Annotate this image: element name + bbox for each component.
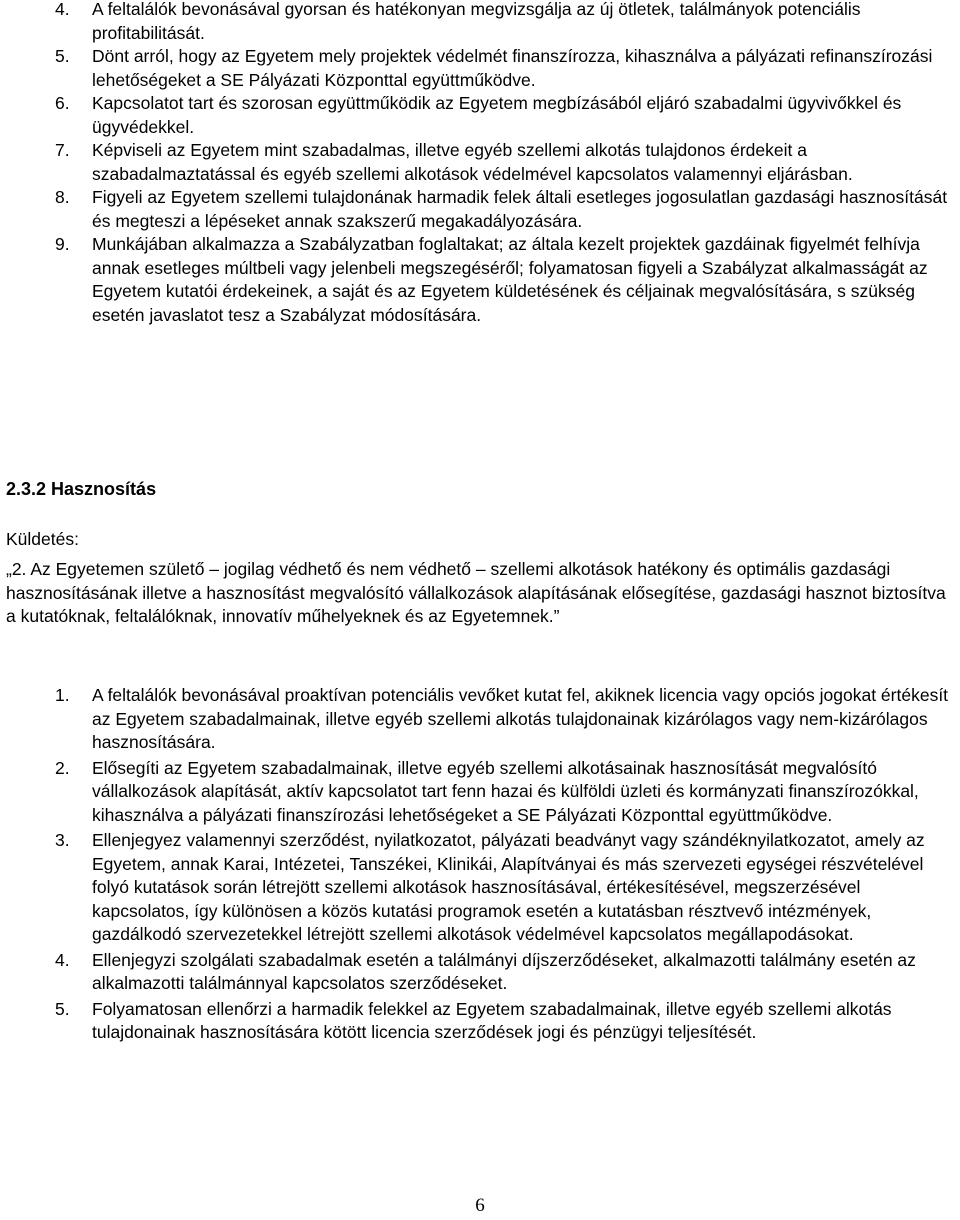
list-item: [0, 139, 960, 186]
responsibilities-list-continued: [0, 0, 960, 327]
list-item-text: Ellenjegyzi szolgálati szabadalmak esetén a találmányi díjszerződéseket, alkalmazotti találmány esetén az alkalmazotti találmánnyal kapcsolatos szerződéseket.: [92, 949, 916, 993]
list-item-number: 1.: [55, 685, 70, 705]
list-item: [0, 92, 960, 139]
list-item-number: 5.: [55, 46, 70, 66]
list-item-number: 3.: [55, 830, 70, 850]
list-item-text: A feltalálók bevonásával gyorsan és hatékonyan megvizsgálja az új ötletek, találmányok potenciális profitabilitását.: [92, 0, 861, 43]
list-item: [0, 186, 960, 233]
mission-statement: „2. Az Egyetemen születő – jogilag védhető és nem védhető – szellemi alkotások hatékony és optimális gazdasági hasznosításának illetve a hasznosítást megvalósító vállalkozások alapításának elősegítése, gazdasági hasznot biztosítva a kutatóknak, feltalálóknak, innovatív műhelyeknek és az Egyetemnek.”: [6, 559, 946, 626]
list-item-number: 5.: [55, 998, 70, 1019]
list-item: [0, 233, 960, 327]
page-number: 6: [475, 1195, 485, 1216]
mission-label: Küldetés:: [6, 529, 79, 549]
section-heading: 2.3.2 Hasznosítás: [6, 479, 157, 499]
list-item: [0, 0, 960, 45]
list-item: [0, 684, 960, 755]
list-item: [0, 757, 960, 828]
list-item-number: 7.: [55, 140, 70, 160]
list-item: [0, 949, 960, 996]
list-item-text: Kapcsolatot tart és szorosan együttműködik az Egyetem megbízásából eljáró szabadalmi ügyvivőkkel és ügyvédekkel.: [92, 93, 902, 137]
list-item-number: 4.: [55, 0, 70, 19]
list-item-number: 8.: [55, 187, 70, 207]
list-item-number: 6.: [55, 93, 70, 113]
list-item-number: 9.: [55, 234, 70, 254]
list-item-text: A feltalálók bevonásával proaktívan potenciális vevőket kutat fel, akiknek licencia vagy opciós jogokat értékesít az Egyetem szabadalmainak, illetve egyéb szellemi alkotás tulajdonainak kizárólagos vagy nem-kizárólagos hasznosítására.: [92, 685, 949, 752]
list-item-text: Képviseli az Egyetem mint szabadalmas, illetve egyéb szellemi alkotás tulajdonos érdekeit a szabadalmaztatással és egyéb szellemi alkotások védelmével kapcsolatos valamennyi eljárásban.: [92, 140, 853, 184]
list-item-number: 2.: [55, 757, 70, 778]
list-item: [0, 829, 960, 947]
list-item-text: Figyeli az Egyetem szellemi tulajdonának harmadik felek általi esetleges jogosulatlan gazdasági hasznosítását és megteszi a lépéseket annak szakszerű megakadályozására.: [92, 187, 948, 231]
list-item: [0, 998, 960, 1045]
list-item-number: 4.: [55, 949, 70, 970]
utilization-tasks-list: [0, 684, 960, 1045]
list-item-text: Folyamatosan ellenőrzi a harmadik felekkel az Egyetem szabadalmainak, illetve egyéb szellemi alkotás tulajdonainak hasznosítására kötött licencia szerződések jogi és pénzügyi teljesítését.: [92, 998, 892, 1042]
list-item-text: Elősegíti az Egyetem szabadalmainak, illetve egyéb szellemi alkotásainak hasznosítását megvalósító vállalkozások alapítását, aktív kapcsolatot tart fenn hazai és külföldi üzleti és kormányzati finanszírozókkal, kihasználva a pályázati finanszírozási lehetőségeket a SE Pályázati Központtal együttműködve.: [92, 757, 919, 825]
list-item-text: Dönt arról, hogy az Egyetem mely projektek védelmét finanszírozza, kihasználva a pályázati refinanszírozási lehetőségeket a SE Pályázati Központtal együttműködve.: [92, 46, 933, 90]
list-item-text: Munkájában alkalmazza a Szabályzatban foglaltakat; az általa kezelt projektek gazdáinak figyelmét felhívja annak esetleges múltbeli vagy jelenbeli megszegéséről; folyamatosan figyeli a Szabályzat alkalmasságát az Egyetem kutatói érdekeinek, a saját és az Egyetem küldetésének és céljainak megvalósítására, s szükség esetén javaslatot tesz a Szabályzat módosítására.: [92, 234, 928, 325]
list-item: [0, 45, 960, 92]
list-item-text: Ellenjegyez valamennyi szerződést, nyilatkozatot, pályázati beadványt vagy szándéknyilatkozatot, amely az Egyetem, annak Karai, Intézetei, Tanszékei, Klinikái, Alapítványai és más szervezeti egységei részvételével folyó kutatások során létrejött szellemi alkotások hasznosításával, értékesítésével, megszerzésével kapcsolatos, így különösen a közös kutatási programok esetén a kutatásban résztvevő intézmények, gazdálkodó szervezetekkel létrejött szellemi alkotások védelmével kapcsolatos megállapodásokat.: [92, 830, 925, 944]
